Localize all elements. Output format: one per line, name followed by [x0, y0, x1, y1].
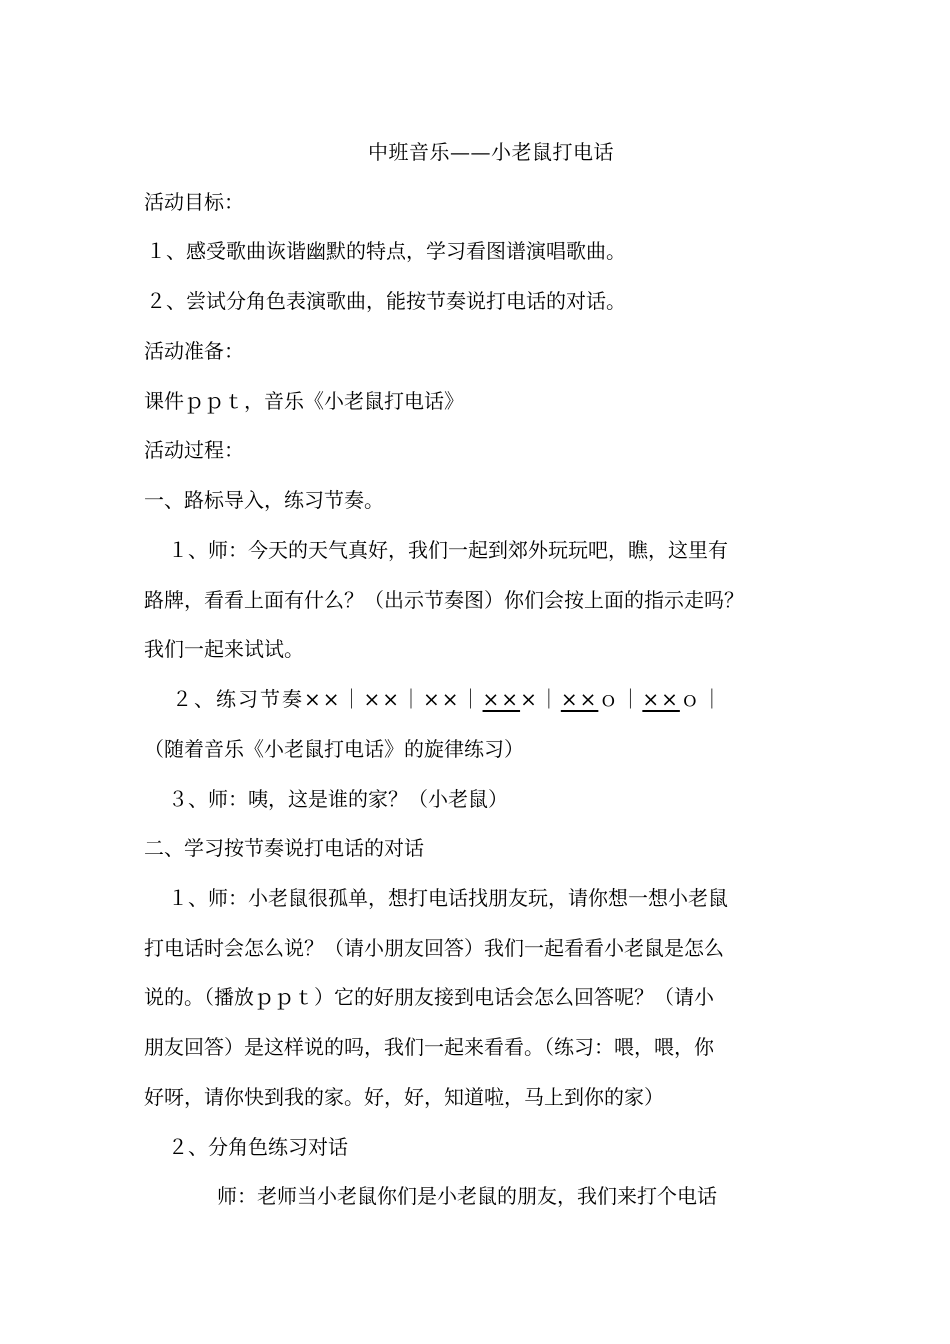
prep-text: 课件ｐｐｔ，音乐《小老鼠打电话》: [144, 389, 464, 413]
rhythm-note: （随着音乐《小老鼠打电话》的旋律练习）: [144, 737, 524, 761]
rhythm-underlined-segment: ××: [482, 687, 521, 711]
rhythm-segment: ××｜××｜××｜: [304, 687, 483, 711]
step2-paragraph-line: １、师：小老鼠很孤单，想打电话找朋友玩，请你想一想小老鼠: [168, 886, 728, 910]
rhythm-segment: ｏ｜: [598, 687, 643, 711]
rhythm-line: [172, 686, 724, 712]
rhythm-underlined-segment: ××: [642, 687, 680, 711]
step2-paragraph-2-line: 师：老师当小老鼠你们是小老鼠的朋友，我们来打个电话: [217, 1184, 717, 1208]
step2-heading: 二、学习按节奏说打电话的对话: [144, 836, 424, 860]
process-heading: 活动过程：: [144, 438, 244, 462]
step2-paragraph-2: ２、分角色练习对话: [168, 1135, 348, 1159]
rhythm-underlined-segment: ××: [560, 687, 599, 711]
document-title: 中班音乐——小老鼠打电话: [368, 140, 614, 164]
step1-paragraph-line: 路牌，看看上面有什么？（出示节奏图）你们会按上面的指示走吗？: [144, 588, 744, 612]
goal-heading: 活动目标：: [144, 190, 244, 214]
rhythm-lead: ２、练习节奏: [172, 687, 304, 711]
step1-paragraph-line: 我们一起来试试。: [144, 637, 304, 661]
step1-heading: 一、路标导入，练习节奏。: [144, 488, 384, 512]
step2-paragraph-line: 朋友回答）是这样说的吗，我们一起来看看。（练习：喂，喂，你: [144, 1035, 714, 1059]
step2-paragraph-line: 说的。（播放ｐｐｔ）它的好朋友接到电话会怎么回答呢？（请小: [144, 985, 714, 1009]
goal-item-2: ２、尝试分角色表演歌曲，能按节奏说打电话的对话。: [146, 289, 626, 313]
step1-paragraph-line: １、师：今天的天气真好，我们一起到郊外玩玩吧，瞧，这里有: [168, 538, 728, 562]
step1-paragraph-3: ３、师：咦，这是谁的家？（小老鼠）: [168, 787, 508, 811]
goal-item-1: １、感受歌曲诙谐幽默的特点，学习看图谱演唱歌曲。: [146, 239, 626, 263]
step2-paragraph-line: 好呀，请你快到我的家。好，好，知道啦，马上到你的家）: [144, 1085, 664, 1109]
prep-heading: 活动准备：: [144, 339, 244, 363]
rhythm-segment: ×｜: [520, 687, 561, 711]
rhythm-segment: ｏ｜: [679, 687, 724, 711]
step2-paragraph-line: 打电话时会怎么说？（请小朋友回答）我们一起看看小老鼠是怎么: [144, 936, 724, 960]
